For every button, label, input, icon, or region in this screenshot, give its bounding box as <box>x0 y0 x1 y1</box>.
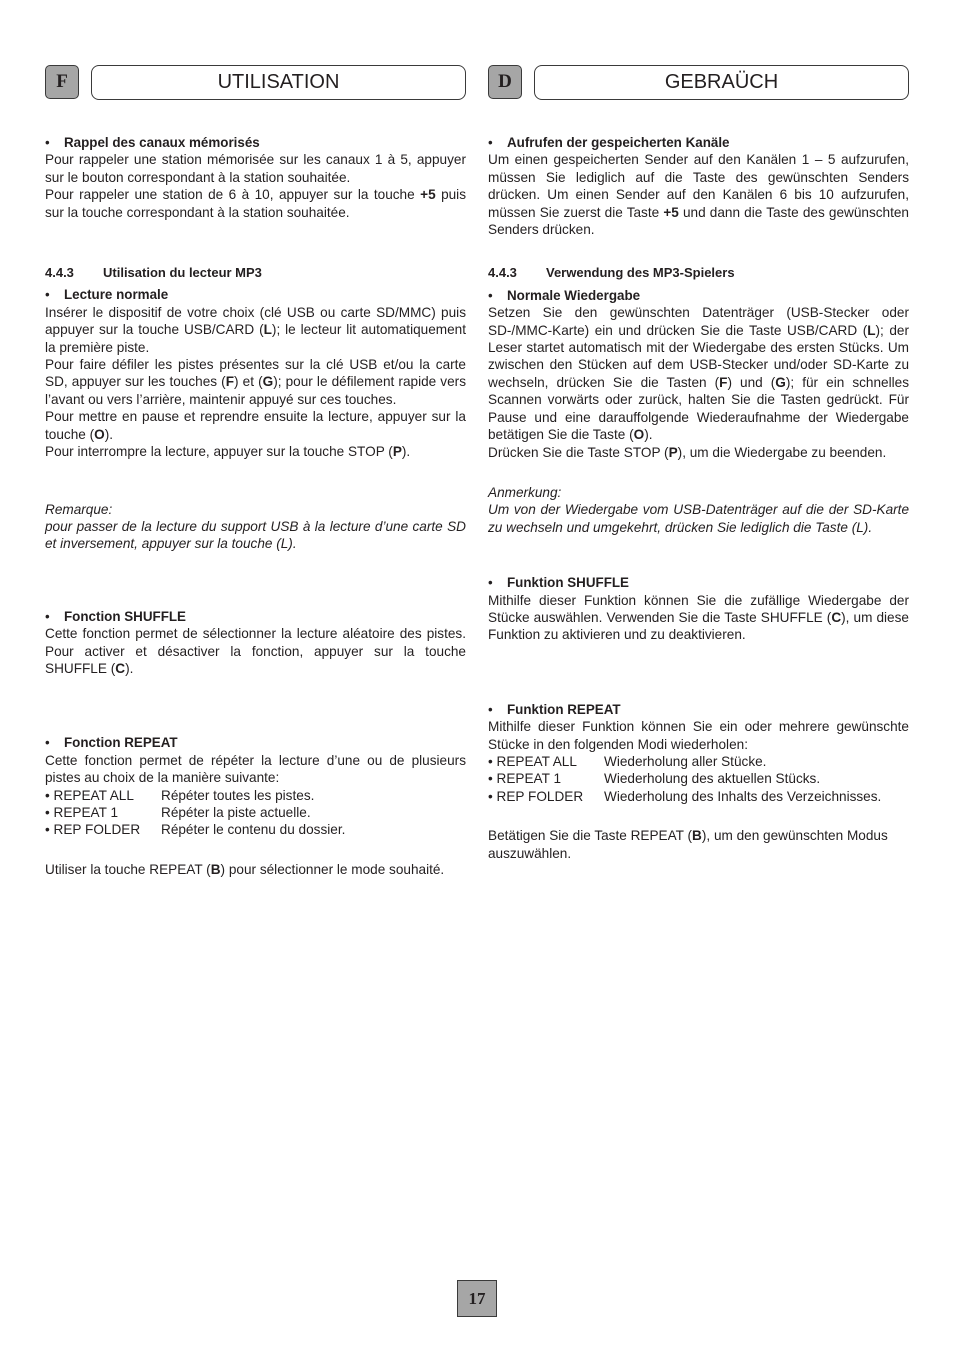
paragraph: Drücken Sie die Taste STOP (P), um die Wiedergabe zu beenden. <box>488 444 887 460</box>
note-label: Anmerkung: <box>488 484 562 500</box>
section-heading: 4.4.3 Utilisation du lecteur MP3 <box>45 265 262 281</box>
repeat-mode-row: • REPEAT ALL Wiederholung aller Stücke. <box>488 753 767 769</box>
bullet-heading: • Funktion SHUFFLE <box>488 575 629 591</box>
paragraph: Setzen Sie den gewünschten Datenträger (USB-Stecker oder SD-/MMC-Karte) ein und drücken Sie die Taste USB/CARD (L); der Leser startet automatisch mit der Wiedergabe des ersten Stücks. Um zwischen den Stücken auf dem USB-Stecker und/oder SD-Karte zu wechseln, drücken Sie die Tasten (F) und (G); für ein schnelles Scannen vorwärts oder zurück, halten Sie die Tasten gedrückt. Für Pause und eine darauffolgende Wiederaufnahme der Wiedergabe betätigen Sie die Taste (O). <box>488 305 909 443</box>
section-title-de: GEBRAÜCH <box>534 65 909 100</box>
paragraph: Insérer le dispositif de votre choix (clé USB ou carte SD/MMC) puis appuyer sur la touche USB/CARD (L); le lecteur lit automatiquement la première piste. <box>45 304 467 355</box>
paragraph: Cette fonction permet de répéter la lecture d’une ou de plusieurs pistes au choix de la manière suivante: <box>45 752 466 786</box>
paragraph: Pour interrompre la lecture, appuyer sur la touche STOP (P). <box>45 444 411 460</box>
page-number: 17 <box>457 1280 497 1317</box>
bullet-heading: • Fonction SHUFFLE <box>45 608 186 624</box>
paragraph: Mithilfe dieser Funktion können Sie die zufällige Wiedergabe der Stücke auswählen. Verwenden Sie die Taste SHUFFLE (C), um diese Funktion zu aktivieren und zu deaktivieren. <box>488 592 909 643</box>
paragraph: Utiliser la touche REPEAT (B) pour sélectionner le mode souhaité. <box>45 861 445 877</box>
bullet-heading: • Fonction REPEAT <box>45 735 178 751</box>
language-badge-de: D <box>488 65 522 99</box>
german-column <box>488 62 909 862</box>
paragraph: Um einen gespeicherten Sender auf den Kanälen 1 – 5 aufzurufen, müssen Sie lediglich auf die Taste des gewünschten Senders drücken. Um einen Sender auf den Kanälen 6 bis 10 aufzurufen, müssen Sie zuerst die Taste +5 und dann die Taste des gewünschten Senders drücken. <box>488 152 909 238</box>
bullet-heading: • Funktion REPEAT <box>488 701 621 717</box>
paragraph: Pour mettre en pause et reprendre ensuite la lecture, appuyer sur la touche (O). <box>45 409 466 442</box>
french-column <box>45 62 466 878</box>
note-text: Um von der Wiedergabe vom USB-Datenträger auf die der SD-Karte zu wechseln und umgekehrt, drücken Sie lediglich die Taste (L). <box>488 502 909 535</box>
note-label: Remarque: <box>45 501 113 517</box>
section-header-fr <box>45 62 466 104</box>
paragraph: Pour rappeler une station mémorisée sur les canaux 1 à 5, appuyer sur le bouton correspondant à la station souhaitée. <box>45 152 466 185</box>
note-text: pour passer de la lecture du support USB à la lecture d’une carte SD et inversement, appuyer sur la touche (L). <box>45 518 466 552</box>
repeat-mode-row: • REP FOLDER Wiederholung des Inhalts des Verzeichnisses. <box>488 788 882 804</box>
repeat-mode-row: • REPEAT ALL Répéter toutes les pistes. <box>45 787 315 803</box>
section-header-de <box>488 62 909 104</box>
section-heading: 4.4.3 Verwendung des MP3-Spielers <box>488 265 735 281</box>
paragraph: Cette fonction permet de sélectionner la lecture aléatoire des pistes. Pour activer et désactiver la fonction, appuyer sur la touche SHUFFLE (C). <box>45 626 466 676</box>
repeat-mode-row: • REP FOLDER Répéter le contenu du dossier. <box>45 822 346 838</box>
section-title-fr: UTILISATION <box>91 65 466 100</box>
language-badge-fr: F <box>45 65 79 99</box>
paragraph: Mithilfe dieser Funktion können Sie ein oder mehrere gewünschte Stücke in den folgenden Modi wiederholen: <box>488 719 909 752</box>
paragraph: Betätigen Sie die Taste REPEAT (B), um den gewünschten Modus auszuwählen. <box>488 828 888 861</box>
paragraph: Pour rappeler une station de 6 à 10, appuyer sur la touche +5 puis sur la touche correspondant à la station souhaitée. <box>45 187 467 220</box>
bullet-heading: • Aufrufen der gespeicherten Kanäle <box>488 135 730 150</box>
bullet-heading: • Normale Wiedergabe <box>488 287 641 303</box>
paragraph: Pour faire défiler les pistes présentes sur la clé USB et/ou la carte SD, appuyer sur les touches (F) et (G); pour le défilement rapide vers l’avant ou vers l’arrière, maintenir appuyé sur ces touches. <box>45 357 466 407</box>
repeat-mode-row: • REPEAT 1 Wiederholung des aktuellen Stücks. <box>488 771 821 787</box>
bullet-heading: • Rappel des canaux mémorisés <box>45 135 260 150</box>
bullet-heading: • Lecture normale <box>45 287 169 303</box>
repeat-mode-row: • REPEAT 1 Répéter la piste actuelle. <box>45 804 311 820</box>
